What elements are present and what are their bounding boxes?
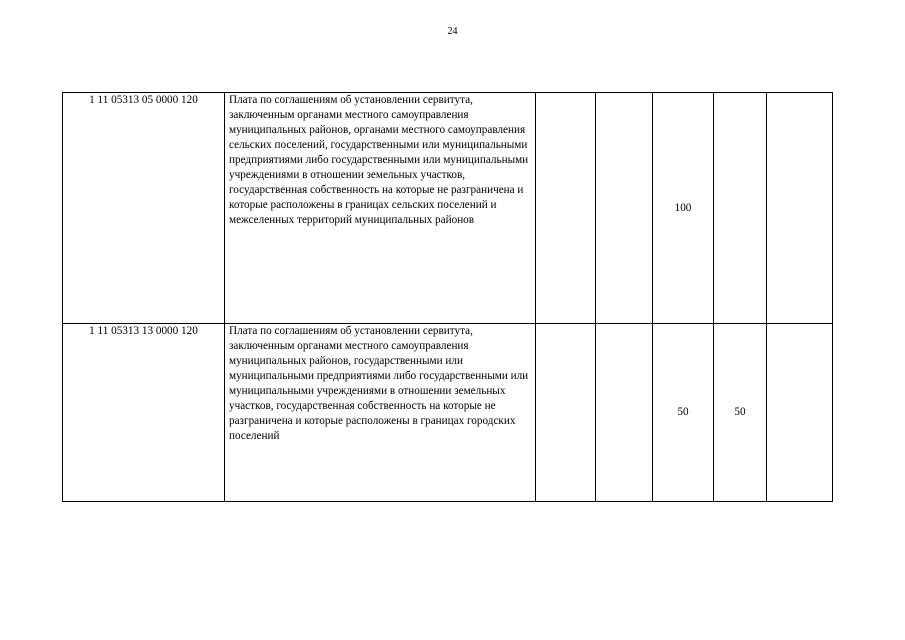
value-cell [596,93,653,324]
budget-table [62,92,833,502]
value-cell [536,324,596,502]
value-cell [767,324,833,502]
classification-code-cell: 1 11 05313 13 0000 120 [63,324,225,502]
value-cell: 50 [653,324,714,502]
value-cell: 100 [653,93,714,324]
page-number: 24 [447,26,458,37]
value-cell: 50 [714,324,767,502]
value-cell [767,93,833,324]
value-cell [714,93,767,324]
value-cell [596,324,653,502]
classification-code-cell: 1 11 05313 05 0000 120 [63,93,225,324]
table-row [63,324,833,502]
value-cell [536,93,596,324]
description-cell: Плата по соглашениям об установлении сервитута, заключенным органами местного самоуправления муниципальных районов, органами местного самоуправления сельских поселений, государственными или муниципальными предприятиями либо государственными или муниципальными учреждениями в отношении земельных участков, государственная собственность на которые не разграничена и которые расположены в границах сельских поселений и межселенных территорий муниципальных районов [225,93,536,324]
description-cell: Плата по соглашениям об установлении сервитута, заключенным органами местного самоуправления муниципальных районов, государственными или муниципальными предприятиями либо государственными или муниципальными учреждениями в отношении земельных участков, государственная собственность на которые не разграничена и которые расположены в границах городских поселений [225,324,536,502]
table-row [63,93,833,324]
